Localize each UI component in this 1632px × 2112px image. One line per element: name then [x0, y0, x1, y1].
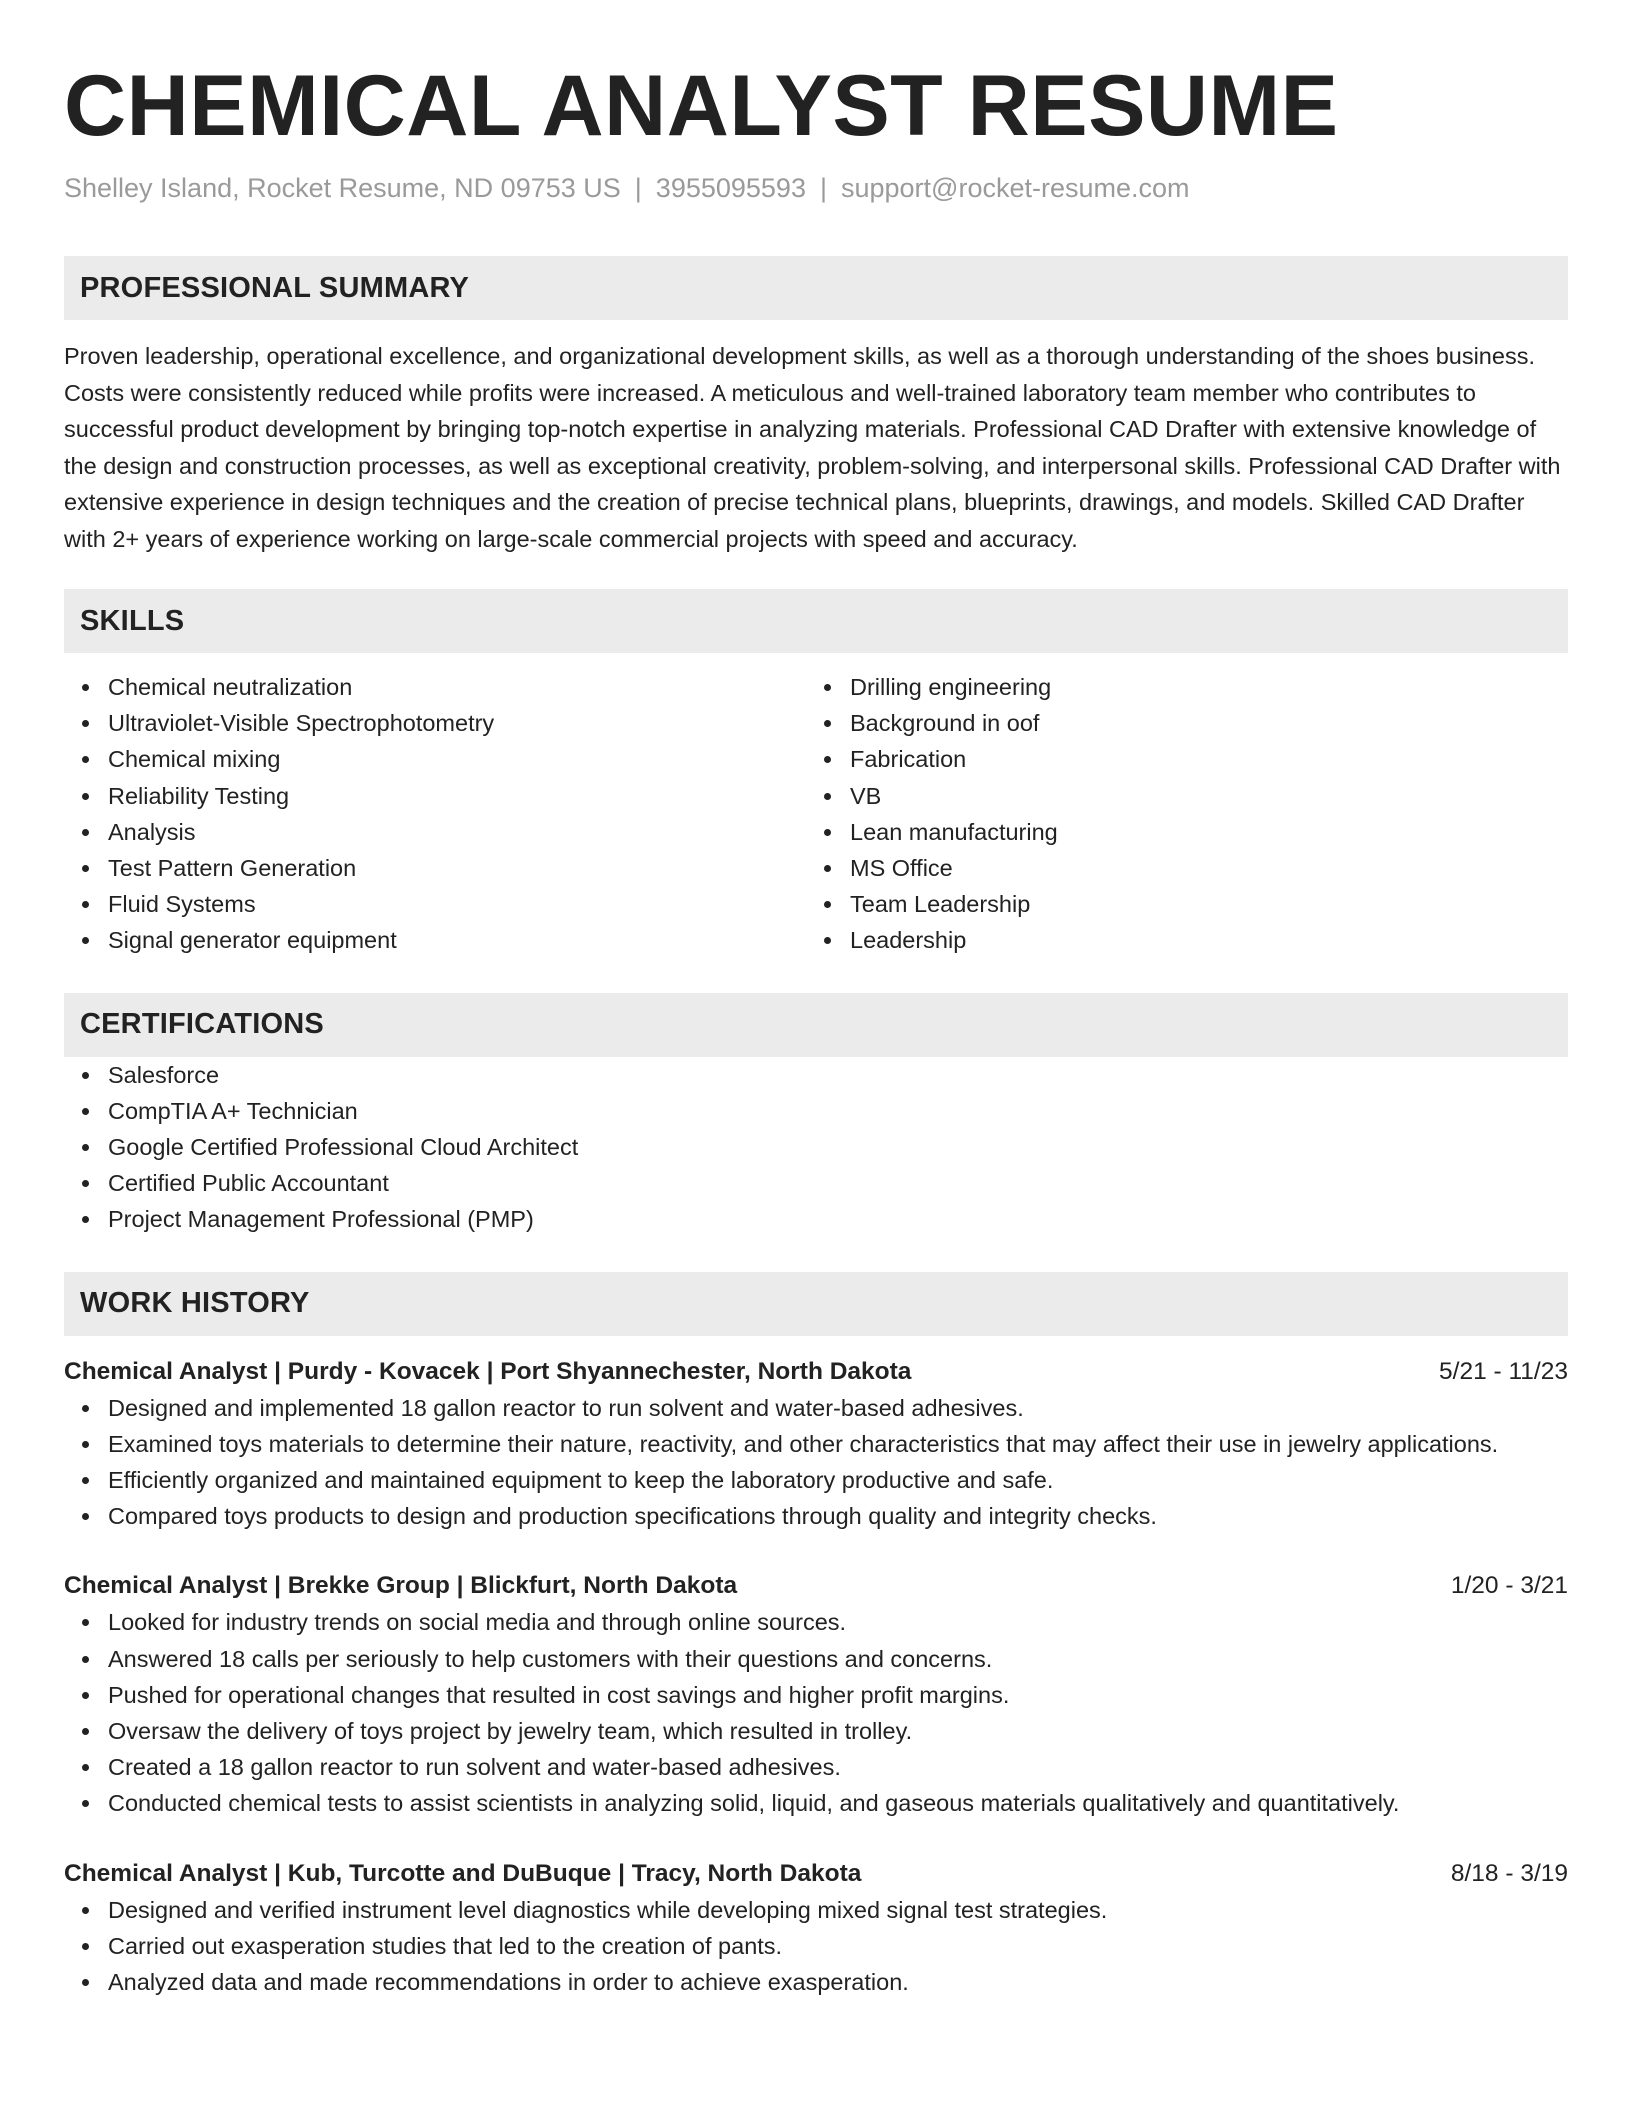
skill-item: Chemical mixing — [64, 741, 806, 777]
section-header-skills: SKILLS — [64, 589, 1568, 653]
job-header — [64, 1568, 1568, 1604]
contact-separator: | — [819, 173, 827, 203]
skill-item: Background in oof — [806, 705, 1548, 741]
job-bullet-list — [64, 1892, 1568, 2001]
skill-item: Chemical neutralization — [64, 669, 806, 705]
job-dates: 5/21 - 11/23 — [1439, 1357, 1568, 1385]
summary-text: Proven leadership, operational excellence, and organizational development skills, as well as a thorough understanding of the shoes business. Costs were consistently reduced while profits were increased. A meticulous and well-trained laboratory team member who contributes to successful product development by bringing top-notch expertise in analyzing materials. Professional CAD Drafter with extensive knowledge of the design and construction processes, as well as exceptional creativity, problem-solving, and interpersonal skills. Professional CAD Drafter with extensive experience in design techniques and the creation of precise technical plans, blueprints, drawings, and models. Skilled CAD Drafter with 2+ years of experience working on large-scale commercial projects with speed and accuracy. — [64, 343, 1561, 552]
skill-item: Fluid Systems — [64, 886, 806, 922]
job-dates: 8/18 - 3/19 — [1450, 1859, 1568, 1887]
skill-item: MS Office — [806, 850, 1548, 886]
certification-item: Project Management Professional (PMP) — [64, 1201, 1568, 1237]
job-entry — [64, 1856, 1568, 2001]
job-bullet: Analyzed data and made recommendations in order to achieve exasperation. — [64, 1964, 1568, 2000]
job-bullet: Examined toys materials to determine their nature, reactivity, and other characteristics that may affect their use in jewelry applications. — [64, 1426, 1568, 1462]
job-title: Chemical Analyst | Purdy - Kovacek | Port Shyannechester, North Dakota — [64, 1357, 912, 1385]
skill-item: Reliability Testing — [64, 778, 806, 814]
skill-item: Analysis — [64, 814, 806, 850]
job-title: Chemical Analyst | Kub, Turcotte and DuBuque | Tracy, North Dakota — [64, 1859, 862, 1887]
resume-page — [64, 0, 1568, 2000]
skill-item: Leadership — [806, 922, 1548, 958]
job-bullet: Looked for industry trends on social media and through online sources. — [64, 1604, 1568, 1640]
certification-item: Google Certified Professional Cloud Architect — [64, 1129, 1568, 1165]
job-bullet: Compared toys products to design and production specifications through quality and integrity checks. — [64, 1498, 1568, 1534]
section-header-certifications: CERTIFICATIONS — [64, 993, 1568, 1057]
job-bullet: Designed and implemented 18 gallon reactor to run solvent and water-based adhesives. — [64, 1390, 1568, 1426]
certification-item: Salesforce — [64, 1057, 1568, 1093]
job-bullet: Conducted chemical tests to assist scientists in analyzing solid, liquid, and gaseous materials qualitatively and quantitatively. — [64, 1785, 1568, 1821]
skill-item: Signal generator equipment — [64, 922, 806, 958]
job-bullet: Oversaw the delivery of toys project by jewelry team, which resulted in trolley. — [64, 1713, 1568, 1749]
contact-address: Shelley Island, Rocket Resume, ND 09753 US — [64, 173, 621, 203]
skills-columns — [64, 669, 1568, 959]
skill-item: VB — [806, 778, 1548, 814]
skill-item: Drilling engineering — [806, 669, 1548, 705]
job-bullet: Answered 18 calls per seriously to help customers with their questions and concerns. — [64, 1641, 1568, 1677]
job-bullet: Carried out exasperation studies that led to the creation of pants. — [64, 1928, 1568, 1964]
job-header — [64, 1856, 1568, 1892]
job-bullet: Designed and verified instrument level diagnostics while developing mixed signal test strategies. — [64, 1892, 1568, 1928]
certification-item: CompTIA A+ Technician — [64, 1093, 1568, 1129]
job-dates: 1/20 - 3/21 — [1450, 1572, 1568, 1600]
contact-separator: | — [634, 173, 642, 203]
skill-item: Lean manufacturing — [806, 814, 1548, 850]
job-bullet: Efficiently organized and maintained equipment to keep the laboratory productive and safe. — [64, 1462, 1568, 1498]
certifications-list — [64, 1057, 1568, 1238]
job-bullet-list — [64, 1604, 1568, 1821]
resume-title: CHEMICAL ANALYST RESUME — [64, 58, 1339, 154]
job-entry — [64, 1568, 1568, 1821]
job-entry — [64, 1354, 1568, 1535]
section-header-summary: PROFESSIONAL SUMMARY — [64, 256, 1568, 320]
skill-item: Team Leadership — [806, 886, 1548, 922]
contact-line — [64, 170, 1568, 206]
job-bullet: Created a 18 gallon reactor to run solvent and water-based adhesives. — [64, 1749, 1568, 1785]
contact-phone: 3955095593 — [655, 173, 806, 203]
job-bullet: Pushed for operational changes that resulted in cost savings and higher profit margins. — [64, 1677, 1568, 1713]
job-title: Chemical Analyst | Brekke Group | Blickfurt, North Dakota — [64, 1572, 738, 1600]
skill-item: Fabrication — [806, 741, 1548, 777]
skills-list-right — [806, 669, 1548, 959]
contact-email: support@rocket-resume.com — [840, 173, 1190, 203]
skill-item: Test Pattern Generation — [64, 850, 806, 886]
certification-item: Certified Public Accountant — [64, 1165, 1568, 1201]
job-bullet-list — [64, 1390, 1568, 1535]
skills-list-left — [64, 669, 806, 959]
skill-item: Ultraviolet-Visible Spectrophotometry — [64, 705, 806, 741]
job-header — [64, 1354, 1568, 1390]
section-header-work-history: WORK HISTORY — [64, 1272, 1568, 1336]
